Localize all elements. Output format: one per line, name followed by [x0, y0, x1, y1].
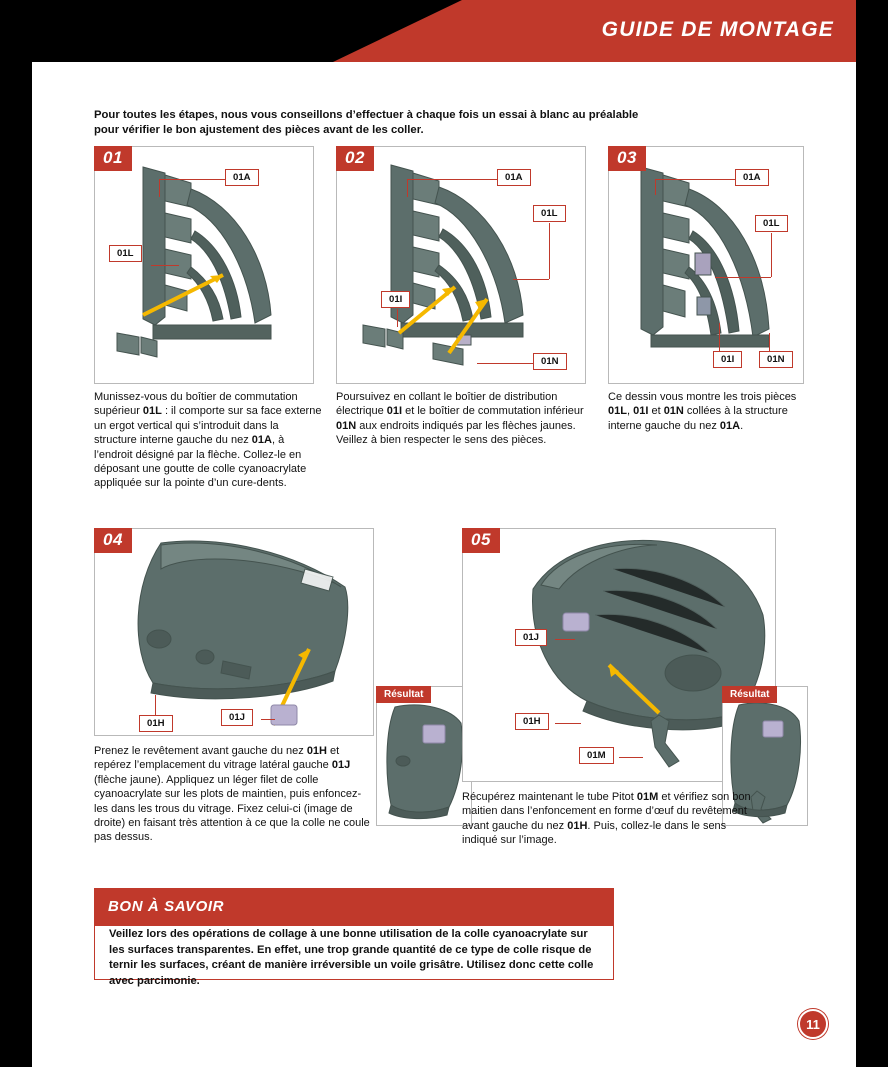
step-02-leader-01A [407, 179, 497, 180]
step-02-leader-01I-v [397, 309, 398, 327]
step-05-caption: Récupérez maintenant le tube Pitot 01M et vérifiez son bon maitien dans l’enfoncement en forme d’œuf du revêtement avant gauche du nez 01H. Puis, collez-le dans le sens indiqué sur l’image. [462, 791, 751, 847]
step-02-leader-01A-v [407, 179, 408, 197]
step-02-leader-01N [477, 363, 533, 364]
step-01-leader-01L [151, 265, 179, 266]
step-03-number: 03 [608, 146, 646, 171]
step-05-callout-01J: 01J [515, 629, 547, 646]
step-03-figure [608, 146, 804, 384]
step-05-result-label: Résultat [722, 686, 777, 703]
step-04-callout-01H: 01H [139, 715, 173, 732]
page-title: GUIDE DE MONTAGE [601, 18, 834, 41]
page-number-badge: 11 [798, 1009, 828, 1039]
step-01-callout-01A: 01A [225, 169, 259, 186]
step-05-callout-01M: 01M [579, 747, 614, 764]
step-03-leader-01A [655, 179, 735, 180]
nose-fairing-04-svg [95, 529, 373, 735]
nose-fairing-04-result-svg [377, 687, 471, 825]
step-04-caption: Prenez le revêtement avant gauche du nez 01H et repérez l’emplacement du vitrage latéral gauche 01J (flèche jaune). Appliquez un léger filet de colle cyanoacrylate sur les plots de maintien, puis enfoncez-les dans les trous du vitrage. Fixez celui-ci (image de droite) en faisant très attention à ce que la colle ne coule pas dessus. [94, 745, 370, 844]
tip-title: BON À SAVOIR [108, 898, 225, 915]
header-black-notch [32, 0, 462, 62]
step-03-leader-01A-v [655, 179, 656, 195]
nose-structure-03-svg [609, 147, 803, 383]
step-02-leader-01L-v [549, 223, 550, 279]
step-03-callout-01A: 01A [735, 169, 769, 186]
step-01-figure [94, 146, 314, 384]
step-04-result-label: Résultat [376, 686, 431, 703]
step-02-leader-01L [513, 279, 549, 280]
step-03-callout-01L: 01L [755, 215, 788, 232]
step-04-callout-01J: 01J [221, 709, 253, 726]
step-03-callout-01I: 01I [713, 351, 742, 368]
step-02-callout-01I: 01I [381, 291, 410, 308]
step-01-caption: Munissez-vous du boîtier de commutation supérieur 01L : il comporte sur sa face externe un ergot vertical qui s’introduit dans la structure interne gauche du nez 01A, à l’endroit désigné par la flèche. Collez-le en déposant une goutte de colle cyanoacrylate appliquée sur la pointe d’un cure-dents. [94, 391, 322, 490]
step-04-result-illustration [377, 687, 471, 825]
nose-structure-01-svg [95, 147, 313, 383]
step-04-leader-01J [261, 719, 275, 720]
step-04-result-figure [376, 686, 472, 826]
step-02-callout-01N: 01N [533, 353, 567, 370]
step-03-leader-01N-v [769, 333, 770, 351]
step-02-caption: Poursuivez en collant le boîtier de distribution électrique 01I et le boîtier de commutation inférieur 01N aux endroits indiqués par les flèches jaunes. Veillez à bien respecter le sens des pièces. [336, 391, 584, 447]
page-header [32, 0, 856, 62]
step-04-illustration [95, 529, 373, 735]
step-02-figure [336, 146, 586, 384]
step-02-callout-01A: 01A [497, 169, 531, 186]
step-04-figure [94, 528, 374, 736]
intro-text [94, 108, 794, 138]
step-02-callout-01L: 01L [533, 205, 566, 222]
step-01-leader-01A-v [159, 179, 160, 197]
intro-line-2: pour vérifier le bon ajustement des pièces avant de les coller. [94, 124, 424, 136]
step-02-number: 02 [336, 146, 374, 171]
step-01-callout-01L: 01L [109, 245, 142, 262]
tip-body: Veillez lors des opérations de collage à une bonne utilisation de la colle cyanoacrylate sur les surfaces transparentes. En effet, une trop grande quantité de ce type de colle risque de ternir les surfaces, créant de manière irréversible un voile grisâtre. Utilisez donc cette colle avec parcimonie. [94, 918, 614, 980]
step-03-leader-01I-v [719, 323, 720, 351]
step-05-callout-01H: 01H [515, 713, 549, 730]
step-02-illustration [337, 147, 585, 383]
step-05-number: 05 [462, 528, 500, 553]
step-05-leader-01J [555, 639, 575, 640]
step-04-leader-01H-v [155, 695, 156, 715]
intro-line-1: Pour toutes les étapes, nous vous conseillons d’effectuer à chaque fois un essai à blanc au préalable [94, 109, 639, 121]
step-03-callout-01N: 01N [759, 351, 793, 368]
step-03-caption: Ce dessin vous montre les trois pièces 01L, 01I et 01N collées à la structure interne gauche du nez 01A. [608, 391, 797, 432]
step-01-number: 01 [94, 146, 132, 171]
step-04-number: 04 [94, 528, 132, 553]
page [32, 0, 856, 1067]
step-03-illustration [609, 147, 803, 383]
step-03-leader-01L [715, 277, 771, 278]
step-03-leader-01L-v [771, 233, 772, 277]
nose-structure-02-svg [337, 147, 585, 383]
step-01-illustration [95, 147, 313, 383]
step-05-leader-01H [555, 723, 581, 724]
step-01-leader-01A [159, 179, 225, 180]
step-05-leader-01M [619, 757, 643, 758]
